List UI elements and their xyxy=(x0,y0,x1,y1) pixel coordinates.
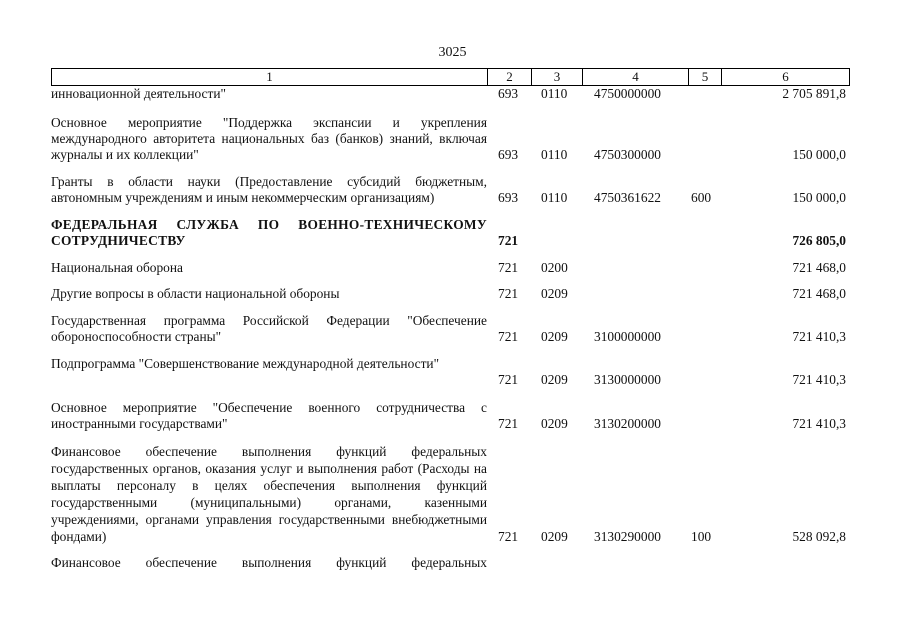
row-expense-type: 600 xyxy=(691,190,712,205)
row-ministry-code: 721 xyxy=(498,372,519,387)
column-header-1: 1 xyxy=(52,69,488,85)
column-header-row xyxy=(51,68,850,86)
row-section-code: 0110 xyxy=(541,86,568,101)
column-header-2: 2 xyxy=(488,69,532,85)
row-description: инновационной деятельности" xyxy=(51,86,226,101)
row-ministry-code: 721 xyxy=(498,329,519,344)
row-ministry-code: 721 xyxy=(498,260,519,275)
row-description: Другие вопросы в области национальной обороны xyxy=(51,286,340,301)
row-target-article: 4750300000 xyxy=(594,147,661,162)
row-target-article: 4750000000 xyxy=(594,86,661,101)
row-target-article: 3130200000 xyxy=(594,416,661,431)
row-target-article: 3100000000 xyxy=(594,329,661,344)
row-description: ФЕДЕРАЛЬНАЯ СЛУЖБА ПО ВОЕННО-ТЕХНИЧЕСКОМУ СОТРУДНИЧЕСТВУ xyxy=(51,217,487,248)
column-header-4: 4 xyxy=(583,69,689,85)
table-row xyxy=(51,260,848,276)
page-number: 3025 xyxy=(438,45,467,60)
row-section-code: 0209 xyxy=(541,529,568,544)
row-section-code: 0209 xyxy=(541,416,568,431)
row-amount: 150 000,0 xyxy=(792,147,846,162)
row-section-code: 0110 xyxy=(541,147,568,162)
row-description: Национальная оборона xyxy=(51,260,183,275)
table-row xyxy=(51,115,848,163)
row-target-article: 3130290000 xyxy=(594,529,661,544)
row-description: Подпрограмма "Совершенствование международной деятельности" xyxy=(51,356,440,371)
row-section-code: 0200 xyxy=(541,260,568,275)
row-target-article: 3130000000 xyxy=(594,372,661,387)
row-amount: 150 000,0 xyxy=(792,190,846,205)
row-amount: 721 468,0 xyxy=(792,260,846,275)
row-ministry-code: 721 xyxy=(498,529,519,544)
row-amount: 2 705 891,8 xyxy=(782,86,846,101)
row-target-article: 4750361622 xyxy=(594,190,661,205)
row-description: Финансовое обеспечение выполнения функций федеральных xyxy=(51,555,487,570)
row-section-code: 0209 xyxy=(541,372,568,387)
row-description: Основное мероприятие "Поддержка экспансии и укрепления международного авторитета национальных баз (банков) знаний, включая журналы и их коллекции" xyxy=(51,115,487,162)
row-ministry-code: 693 xyxy=(498,86,519,101)
row-description: Финансовое обеспечение выполнения функций федеральных государственных органов, оказания услуг и выполнения работ (Расходы на выплаты персоналу в целях обеспечения выполнения функций государственными (муниципальными) органами, казенными учреждениями, органами управления государственными внебюджетными фондами) xyxy=(51,444,487,544)
row-ministry-code: 693 xyxy=(498,147,519,162)
table-row xyxy=(51,443,848,545)
table-row-section-heading xyxy=(51,217,848,249)
row-section-code: 0209 xyxy=(541,286,568,301)
row-ministry-code: 721 xyxy=(498,233,519,248)
row-amount: 721 468,0 xyxy=(792,286,846,301)
table-row xyxy=(51,86,848,102)
row-description: Государственная программа Российской Федерации "Обеспечение обороноспособности страны" xyxy=(51,313,487,344)
row-expense-type: 100 xyxy=(691,529,712,544)
table-row xyxy=(51,555,848,571)
row-amount: 528 092,8 xyxy=(792,529,846,544)
table-row xyxy=(51,174,848,206)
row-section-code: 0209 xyxy=(541,329,568,344)
row-ministry-code: 721 xyxy=(498,416,519,431)
column-header-6: 6 xyxy=(782,69,789,84)
row-amount: 721 410,3 xyxy=(792,416,846,431)
row-section-code: 0110 xyxy=(541,190,568,205)
row-description: Гранты в области науки (Предоставление субсидий бюджетным, автономным учреждениям и иным некоммерческим организациям) xyxy=(51,174,487,205)
table-row xyxy=(51,286,848,302)
table-row xyxy=(51,400,848,432)
row-amount: 721 410,3 xyxy=(792,329,846,344)
row-amount: 721 410,3 xyxy=(792,372,846,387)
column-header-3: 3 xyxy=(532,69,583,85)
row-ministry-code: 721 xyxy=(498,286,519,301)
row-amount: 726 805,0 xyxy=(792,233,846,248)
row-description: Основное мероприятие "Обеспечение военного сотрудничества с иностранными государствами" xyxy=(51,400,487,431)
row-ministry-code: 693 xyxy=(498,190,519,205)
column-header-5: 5 xyxy=(689,69,722,85)
table-row xyxy=(51,356,848,388)
table-row xyxy=(51,313,848,345)
